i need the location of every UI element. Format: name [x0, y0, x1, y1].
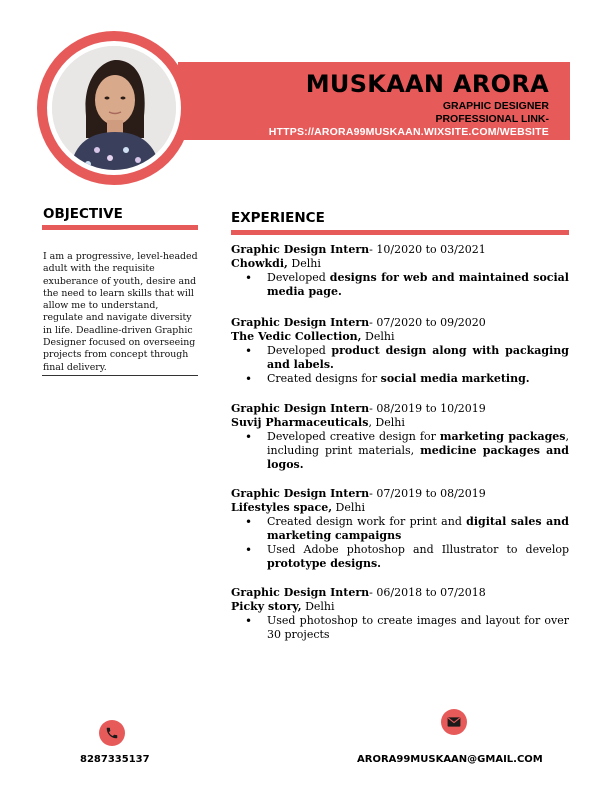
job-title: Graphic Design Intern [231, 586, 370, 599]
job-entry [231, 586, 569, 642]
phone-icon [99, 720, 125, 746]
company-name: Picky story, [231, 600, 302, 613]
company-name: Lifestyles space, [231, 501, 333, 514]
professional-link-label: PROFESSIONAL LINK- [435, 113, 549, 125]
objective-text: I am a progressive, level-headed adult with the requisite exuberance of youth, desire and the need to learn skills that will allow me to understand, regulate and navigate diversity in life. Deadline-driven Graphic Designer focused on overseeing projects from concept through final delivery. [43, 251, 198, 373]
bullet-item: • Developed creative design for marketing packages, including print materials, medicine packages and logos. [267, 430, 569, 472]
job-entry [231, 402, 569, 472]
job-title: Graphic Design Intern [231, 487, 370, 500]
objective-rule [42, 225, 198, 230]
company-name: The Vedic Collection, [231, 330, 362, 343]
bullet-item: • Developed product design along with packaging and labels. [267, 344, 569, 372]
job-entry [231, 316, 569, 386]
bullet-item: • Used photoshop to create images and layout for over 30 projects [267, 614, 569, 642]
job-dates: - 06/2018 to 07/2018 [369, 586, 486, 599]
company-location: Delhi [301, 600, 335, 613]
job-role: GRAPHIC DESIGNER [442, 100, 549, 112]
profile-photo [52, 46, 176, 170]
job-entry [231, 243, 569, 299]
envelope-icon [441, 709, 467, 735]
job-title: Graphic Design Intern [231, 402, 370, 415]
objective-bottom-rule [42, 375, 198, 376]
candidate-name: MUSKAAN ARORA [305, 70, 549, 98]
job-dates: - 07/2019 to 08/2019 [369, 487, 486, 500]
bullet-item: • Developed designs for web and maintained social media page. [267, 271, 569, 299]
bullet-item: • Created designs for social media marketing. [267, 372, 569, 386]
professional-link[interactable]: HTTPS://ARORA99MUSKAAN.WIXSITE.COM/WEBSITE [268, 126, 549, 138]
bullet-item: • Used Adobe photoshop and Illustrator to develop prototype designs. [267, 543, 569, 571]
company-name: Suvij Pharmaceuticals [231, 416, 369, 429]
phone-number[interactable]: 8287335137 [80, 754, 150, 765]
job-dates: - 10/2020 to 03/2021 [369, 243, 486, 256]
bullet-item: • Created design work for print and digital sales and marketing campaigns [267, 515, 569, 543]
company-location: Delhi [361, 330, 395, 343]
company-location: Delhi [287, 257, 321, 270]
company-location: Delhi [332, 501, 365, 514]
job-dates: - 08/2019 to 10/2019 [369, 402, 486, 415]
email-address[interactable]: ARORA99MUSKAAN@GMAIL.COM [357, 754, 543, 765]
experience-heading: EXPERIENCE [231, 210, 325, 226]
job-title: Graphic Design Intern [231, 243, 370, 256]
company-location: , Delhi [368, 416, 405, 429]
objective-heading: OBJECTIVE [43, 206, 123, 222]
job-dates: - 07/2020 to 09/2020 [369, 316, 486, 329]
company-name: Chowkdi, [231, 257, 288, 270]
job-title: Graphic Design Intern [231, 316, 370, 329]
job-entry [231, 487, 569, 571]
experience-rule [231, 230, 569, 235]
